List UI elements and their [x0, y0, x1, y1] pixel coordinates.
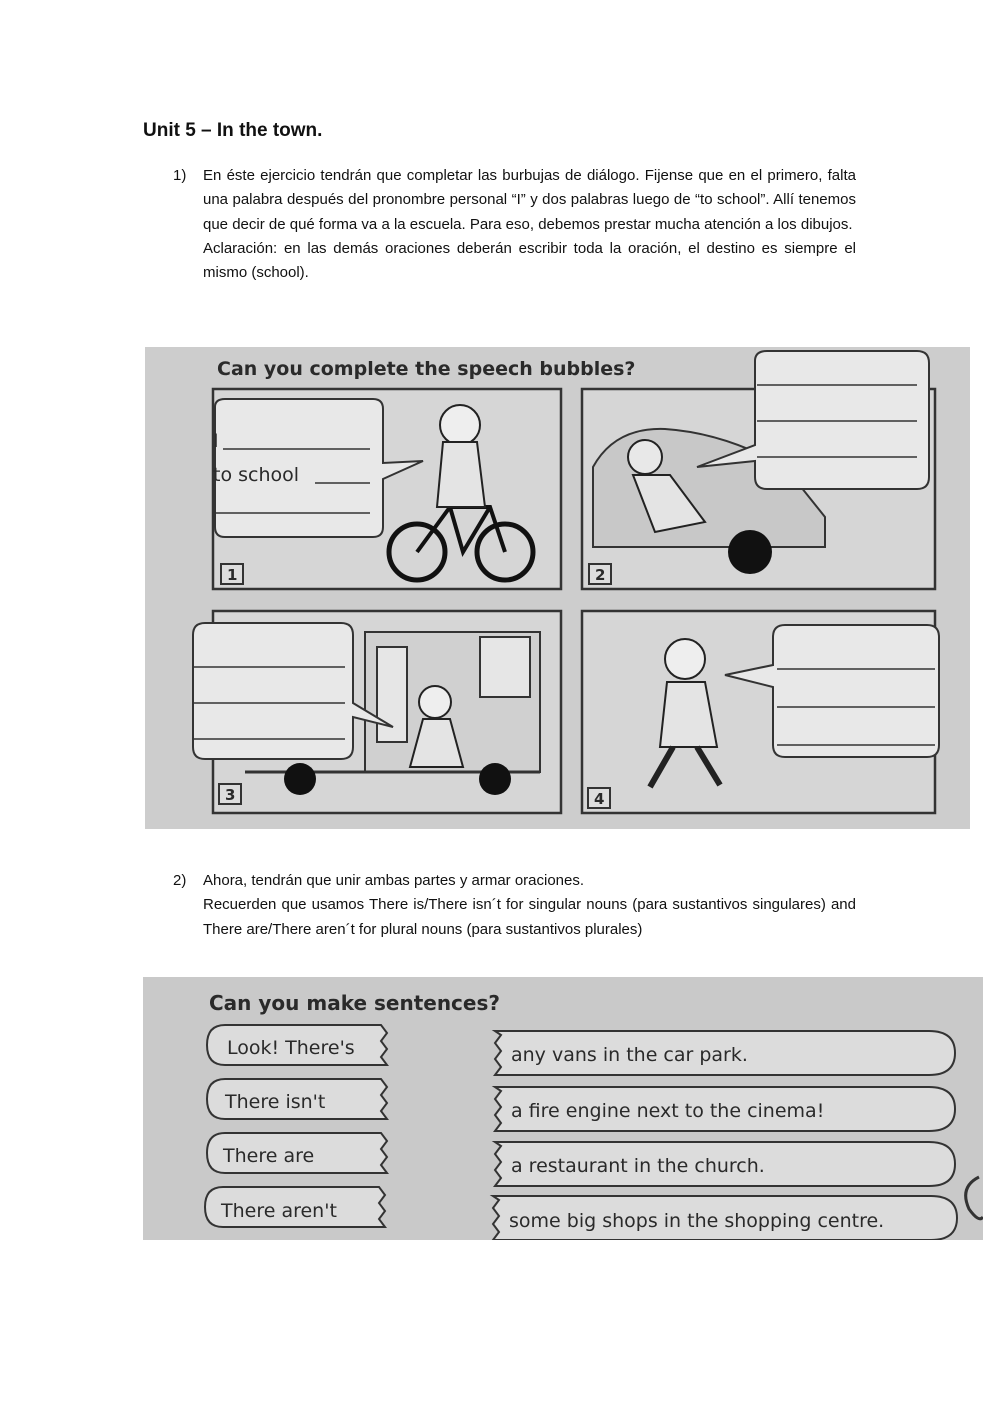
worksheet-1-heading: Can you complete the speech bubbles?	[217, 358, 636, 380]
left-piece-3	[207, 1133, 387, 1173]
right-piece-1	[495, 1031, 955, 1075]
sentences-worksheet	[143, 977, 983, 1240]
sentences-illustration	[143, 977, 983, 1240]
right-piece-2-text: a fire engine next to the cinema!	[511, 1100, 825, 1122]
left-piece-3-text: There are	[223, 1145, 315, 1167]
left-piece-1-text: Look! There's	[227, 1037, 355, 1059]
instruction-1-paragraph: En éste ejercicio tendrán que completar las burbujas de diálogo. Fijense que en el primero, falta una palabra después del pronombre personal “I” y dos palabras luego de “to school”. Allí tenemos que decir de qué forma va a la escuela. Para eso, debemos prestar mucha atención a los dibujos.	[203, 167, 856, 233]
right-piece-3	[495, 1142, 955, 1186]
worksheet-2-heading: Can you make sentences?	[209, 991, 500, 1015]
instruction-1-number: 1)	[173, 167, 187, 184]
panel-1-number: 1	[227, 566, 238, 584]
right-piece-4-text: some big shops in the shopping centre.	[509, 1210, 885, 1232]
left-piece-1	[207, 1025, 387, 1065]
instruction-2-paragraph: Ahora, tendrán que unir ambas partes y armar oraciones.	[203, 872, 585, 889]
left-piece-2-text: There isn't	[225, 1091, 326, 1113]
panel-4-number: 4	[594, 790, 605, 808]
page-title: Unit 5 – In the town.	[143, 120, 323, 141]
left-piece-4	[205, 1187, 385, 1227]
panel-2-number: 2	[595, 566, 606, 584]
bubble-1-text: to school	[213, 464, 300, 486]
bubble-1-pronoun: I	[213, 430, 219, 452]
left-piece-4-text: There aren't	[221, 1200, 337, 1222]
instruction-2-note: Recuerden que usamos There is/There isn´t for singular nouns (para sustantivos singulares) and There are/There aren´t for plural nouns (para sustantivos plurales)	[203, 896, 856, 938]
speech-bubbles-illustration	[145, 347, 970, 829]
instruction-1	[173, 164, 856, 285]
panel-3-number: 3	[225, 786, 236, 804]
instruction-2-number: 2)	[173, 872, 187, 889]
right-piece-2	[495, 1087, 955, 1131]
instruction-1-note: Aclaración: en las demás oraciones deberán escribir toda la oración, el destino es siempre el mismo (school).	[203, 239, 856, 282]
speech-bubbles-worksheet	[145, 347, 970, 829]
right-piece-1-text: any vans in the car park.	[511, 1044, 748, 1066]
right-piece-3-text: a restaurant in the church.	[511, 1155, 765, 1177]
right-piece-4	[493, 1196, 957, 1240]
left-piece-2	[207, 1079, 387, 1119]
instruction-2	[173, 869, 856, 942]
